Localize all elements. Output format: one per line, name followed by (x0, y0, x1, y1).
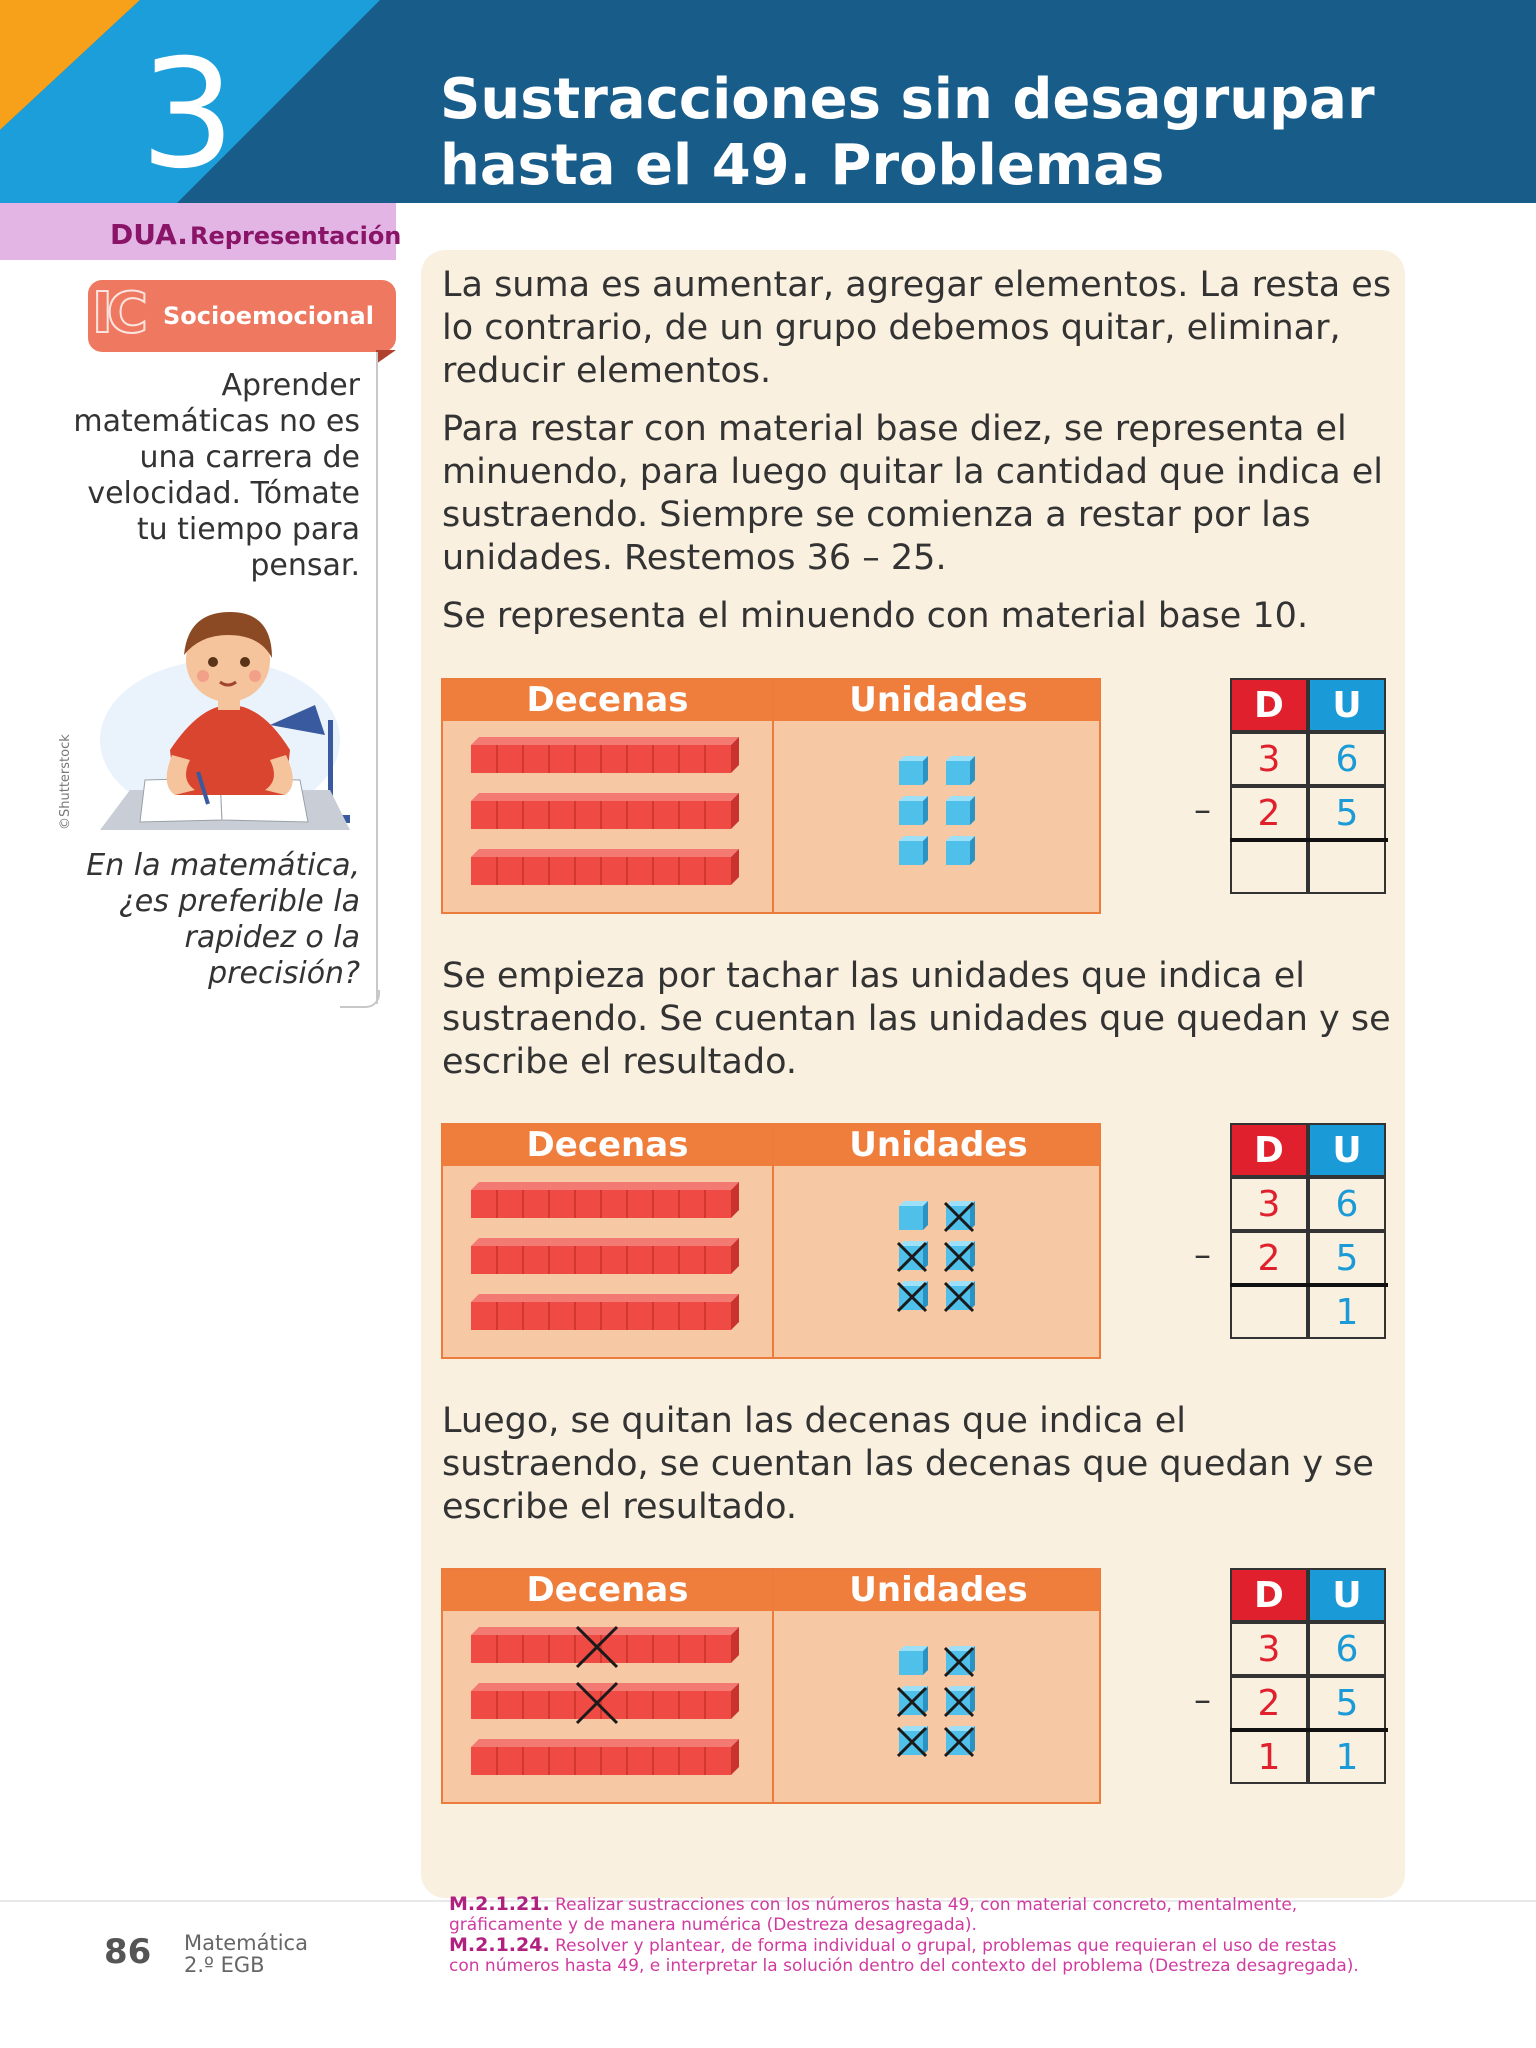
ten-rod (471, 793, 739, 829)
lesson-number: 3 (140, 28, 236, 202)
base10-blocks (443, 1166, 1099, 1357)
base10-board (441, 1123, 1101, 1359)
minus-sign: – (1194, 790, 1211, 830)
table-header-d: D (1230, 678, 1308, 732)
table-header-d: D (1230, 1123, 1308, 1177)
subtrahend-units: 5 (1308, 1231, 1386, 1285)
paragraph-step2: Se empieza por tachar las unidades que indica el sustraendo. Se cuentan las unidades que quedan y se escribe el resultado. (442, 956, 1391, 1082)
unit-cube (899, 756, 928, 785)
unit-cube (945, 1726, 975, 1756)
dua-type: Representación (190, 222, 402, 250)
page-title-line2: hasta el 49. Problemas (440, 133, 1165, 198)
ic-logo-icon: IC (92, 281, 142, 346)
unit-cube (945, 1281, 975, 1311)
ten-rod (471, 1238, 739, 1274)
ten-rod (471, 1182, 739, 1218)
subtrahend-units: 5 (1308, 786, 1386, 840)
result-units: 1 (1308, 1730, 1386, 1784)
ten-rod (471, 1627, 739, 1667)
unit-cube (898, 1241, 928, 1271)
result-line (1230, 1728, 1388, 1732)
unit-cube (946, 756, 975, 785)
skill-item (449, 1935, 1369, 1976)
footer-subject: Matemática (184, 1931, 308, 1955)
unit-cube (899, 796, 928, 825)
skill-item (449, 1894, 1369, 1935)
subtrahend-tens: 2 (1230, 786, 1308, 840)
board-header-unidades: Unidades (849, 680, 1028, 720)
minuend-units: 6 (1308, 1622, 1386, 1676)
socioemocional-border-corner (340, 990, 380, 1008)
unit-cube (945, 1201, 975, 1231)
boy-studying-illustration (100, 590, 350, 835)
unit-cube (899, 836, 928, 865)
socioemocional-border (376, 352, 378, 1004)
table-header-u: U (1308, 678, 1386, 732)
board-header-decenas: Decenas (526, 1570, 689, 1610)
paragraph-intro: La suma es aumentar, agregar elementos. La resta es lo contrario, de un grupo debemos quitar, eliminar, reducir elementos. (442, 265, 1392, 391)
skills-block (449, 1894, 1369, 1976)
image-credit: ©Shutterstock (58, 734, 73, 830)
board-header-unidades: Unidades (849, 1570, 1028, 1610)
socioemocional-question: En la matemática, ¿es preferible la rapidez o la precisión? (86, 848, 360, 991)
footer-grade: 2.º EGB (184, 1953, 265, 1977)
result-line (1230, 1283, 1388, 1287)
board-header-decenas: Decenas (526, 1125, 689, 1165)
socioemocional-label: Socioemocional (163, 302, 374, 330)
ten-rod (471, 849, 739, 885)
unit-cube (898, 1281, 928, 1311)
unit-cube (945, 1686, 975, 1716)
unit-cube (945, 1241, 975, 1271)
skill-code: M.2.1.24. (449, 1934, 550, 1956)
table-header-d: D (1230, 1568, 1308, 1622)
paragraph-step3: Luego, se quitan las decenas que indica el sustraendo, se cuentan las decenas que quedan y se escribe el resultado. (442, 1401, 1374, 1527)
socioemocional-text: Aprender matemáticas no es una carrera de velocidad. Tómate tu tiempo para pensar. (73, 368, 360, 583)
dua-label: DUA. (110, 218, 188, 251)
skill-text: Realizar sustracciones con los números hasta 49, con material concreto, mentalmente, gráficamente y de manera numérica (Destreza desagregada). (449, 1895, 1298, 1935)
unit-cube (898, 1726, 928, 1756)
result-units: 1 (1308, 1285, 1386, 1339)
skill-code: M.2.1.21. (449, 1893, 550, 1915)
page-title-line1: Sustracciones sin desagrupar (440, 67, 1375, 132)
minuend-units: 6 (1308, 732, 1386, 786)
paragraph-method: Para restar con material base diez, se representa el minuendo, para luego quitar la cantidad que indica el sustraendo. Siempre se comienza a restar por las unidades. Restemos 36 – 25. (442, 409, 1384, 578)
result-line (1230, 838, 1388, 842)
page-number: 86 (104, 1932, 152, 1972)
minuend-units: 6 (1308, 1177, 1386, 1231)
unit-cube (898, 1686, 928, 1716)
ten-rod (471, 1683, 739, 1723)
board-header-unidades: Unidades (849, 1125, 1028, 1165)
subtrahend-tens: 2 (1230, 1231, 1308, 1285)
result-tens (1230, 840, 1308, 894)
unit-cube (899, 1201, 928, 1230)
unit-cube (945, 1646, 975, 1676)
unit-cube (946, 796, 975, 825)
table-header-u: U (1308, 1123, 1386, 1177)
unit-cube (946, 836, 975, 865)
subtrahend-units: 5 (1308, 1676, 1386, 1730)
minus-sign: – (1194, 1235, 1211, 1275)
ten-rod (471, 737, 739, 773)
unit-cube (899, 1646, 928, 1675)
base10-board (441, 678, 1101, 914)
minuend-tens: 3 (1230, 1177, 1308, 1231)
minus-sign: – (1194, 1680, 1211, 1720)
board-header-decenas: Decenas (526, 680, 689, 720)
socioemocional-tab-fold (376, 350, 396, 364)
result-tens: 1 (1230, 1730, 1308, 1784)
result-units (1308, 840, 1386, 894)
ten-rod (471, 1294, 739, 1330)
skill-text: Resolver y plantear, de forma individual o grupal, problemas que requieran el uso de restas con números hasta 49, e interpretar la solución dentro del contexto del problema (Destreza desagregada). (449, 1936, 1359, 1976)
base10-blocks (443, 721, 1099, 912)
subtrahend-tens: 2 (1230, 1676, 1308, 1730)
result-tens (1230, 1285, 1308, 1339)
paragraph-step1: Se representa el minuendo con material base 10. (442, 596, 1309, 636)
base10-board (441, 1568, 1101, 1804)
ten-rod (471, 1739, 739, 1775)
base10-blocks (443, 1611, 1099, 1802)
minuend-tens: 3 (1230, 732, 1308, 786)
minuend-tens: 3 (1230, 1622, 1308, 1676)
table-header-u: U (1308, 1568, 1386, 1622)
